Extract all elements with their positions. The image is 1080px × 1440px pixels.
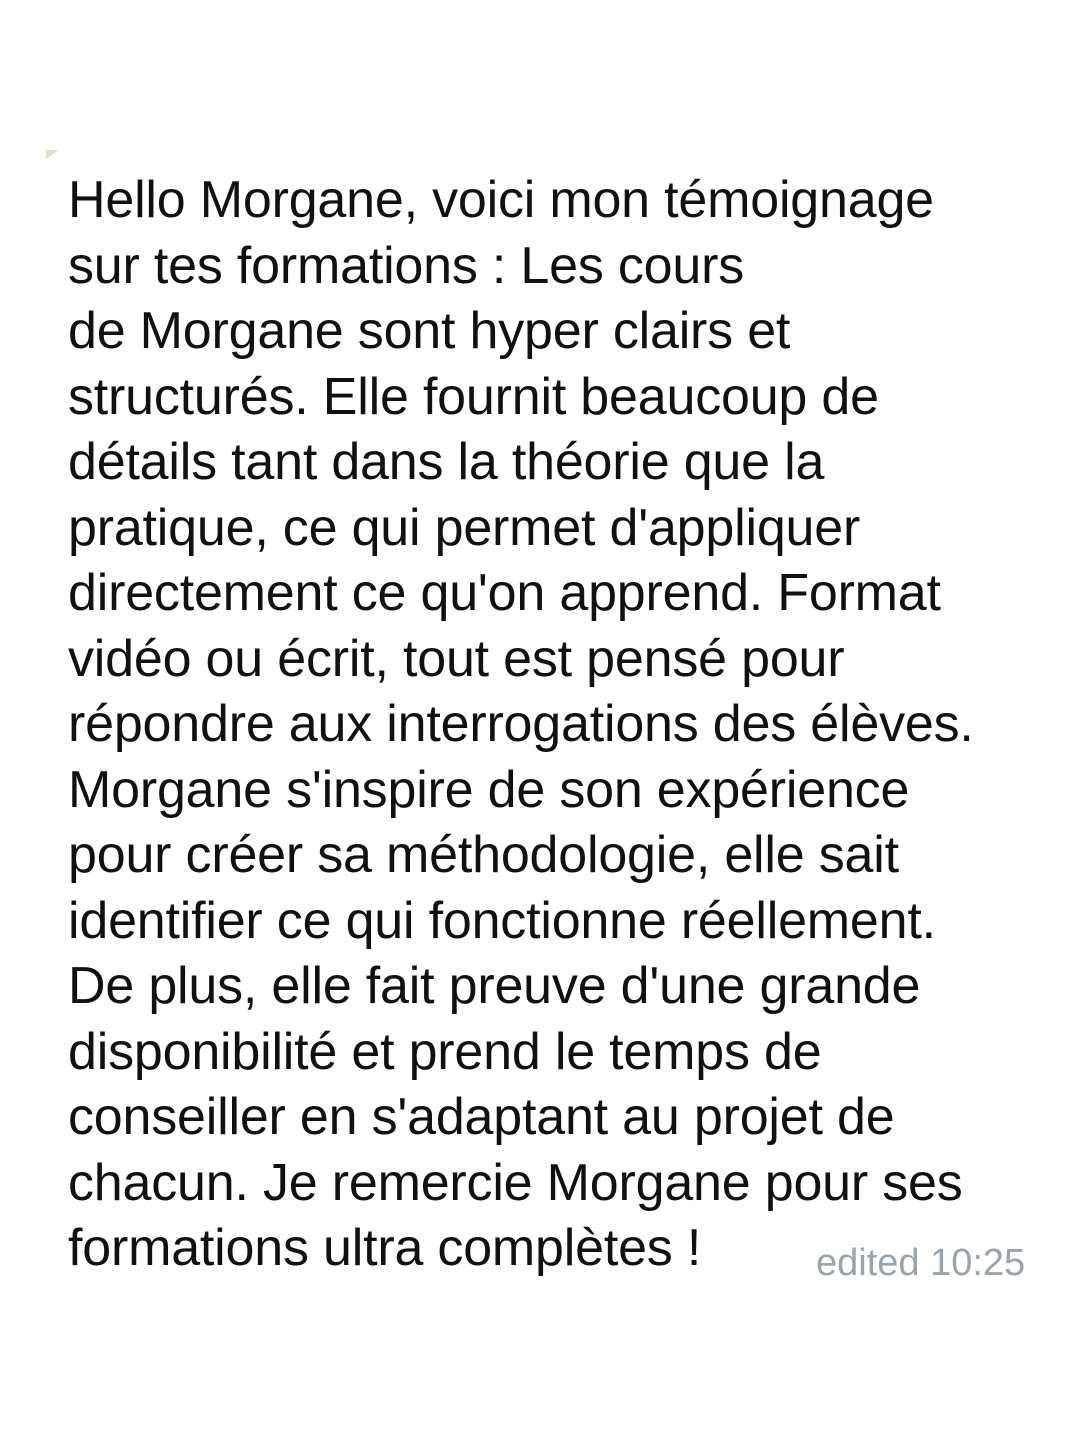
- message-line: détails tant dans la théorie que la: [68, 433, 825, 491]
- bubble-tail: [46, 150, 59, 159]
- message-line: répondre aux interrogations des élèves.: [68, 695, 974, 753]
- edited-timestamp: edited 10:25: [816, 1242, 1026, 1284]
- message-line: pratique, ce qui permet d'appliquer: [68, 498, 861, 557]
- message-line: conseiller en s'adaptant au projet de: [68, 1088, 895, 1146]
- message-bubble[interactable]: [44, 148, 1034, 1288]
- message-line: de Morgane sont hyper clairs et: [68, 302, 791, 360]
- message-line: Morgane s'inspire de son expérience: [68, 760, 910, 819]
- message-line: Hello Morgane, voici mon témoignage: [68, 171, 934, 229]
- message-line: vidéo ou écrit, tout est pensé pour: [68, 629, 845, 688]
- message-line: De plus, elle fait preuve d'une grande: [68, 957, 921, 1015]
- message-line: directement ce qu'on apprend. Format: [68, 564, 941, 622]
- message-line: pour créer sa méthodologie, elle sait: [68, 826, 899, 884]
- message-line: structurés. Elle fournit beaucoup de: [68, 367, 879, 426]
- message-line: sur tes formations : Les cours: [68, 236, 745, 295]
- message-line: identifier ce qui fonctionne réellement.: [68, 891, 936, 950]
- message-line: disponibilité et prend le temps de: [68, 1022, 822, 1081]
- message-text: [68, 168, 1032, 1282]
- message-line: chacun. Je remercie Morgane pour ses: [68, 1153, 963, 1212]
- message-line: formations ultra complètes !: [68, 1219, 702, 1277]
